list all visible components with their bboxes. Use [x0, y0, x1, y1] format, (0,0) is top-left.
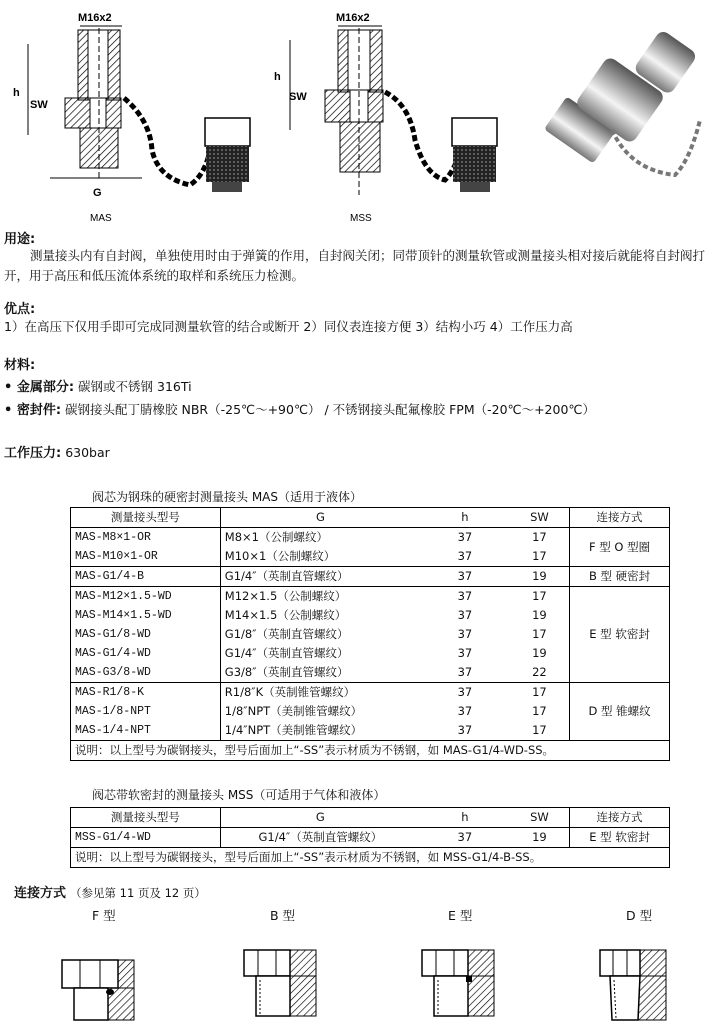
t1-header-sw: SW	[510, 508, 570, 528]
materials-seal	[4, 401, 718, 420]
type-b-label: B 型	[270, 908, 296, 923]
t1-model: MAS-G3/8-WD	[71, 663, 221, 683]
t1-model: MAS-G1/4-WD	[71, 644, 221, 663]
t1-connection: B 型 硬密封	[570, 567, 670, 587]
mas-caption: MAS	[90, 213, 112, 224]
table-row	[71, 587, 670, 607]
t1-g: 1/8″NPT（美制锥管螺纹）	[224, 704, 363, 718]
type-d-drawing	[600, 950, 666, 1020]
type-e-label: E 型	[448, 908, 473, 923]
mas-drawing	[13, 12, 250, 224]
t1-header-g: G	[220, 508, 420, 528]
t1-h: 37	[457, 549, 473, 563]
t1-sw: 17	[510, 625, 570, 644]
table1-title: 阀芯为钢珠的硬密封测量接头 MAS（适用于液体）	[92, 490, 362, 504]
t1-sw: 19	[510, 644, 570, 663]
type-e-drawing	[422, 950, 494, 1016]
t1-g: G3/8″（英制直管螺纹）	[224, 665, 349, 679]
mas-h-label: h	[13, 87, 20, 99]
t2-g: G1/4″（英制直管螺纹）	[258, 830, 383, 844]
usage-text: 测量接头内有自封阀，单独使用时由于弹簧的作用，自封阀关闭；同带顶针的测量软管或测量接头相对接后就能将自封阀打开，用于高压和低压流体系统的取样和系统压力检测。	[4, 248, 706, 283]
mss-spec-table	[70, 807, 670, 868]
t1-connection: D 型 锥螺纹	[570, 683, 670, 741]
metal-label: • 金属部分:	[4, 380, 75, 395]
connection-type-drawings	[0, 930, 720, 1029]
t1-header-model: 测量接头型号	[71, 508, 221, 528]
connection-types-heading: 连接方式	[14, 886, 67, 901]
table-row	[71, 528, 670, 548]
t1-h: 37	[457, 569, 473, 583]
t1-h: 37	[457, 646, 473, 660]
t1-h: 37	[457, 530, 473, 544]
t1-h: 37	[457, 627, 473, 641]
t2-header-g: G	[220, 808, 420, 828]
table-row	[71, 567, 670, 587]
table2-title: 阀芯带软密封的测量接头 MSS（可适用于气体和液体）	[92, 788, 386, 802]
mas-sw-label: SW	[30, 99, 48, 111]
type-f-label: F 型	[92, 908, 116, 923]
t1-sw: 19	[510, 567, 570, 587]
t1-sw: 17	[510, 587, 570, 607]
pressure	[4, 444, 110, 463]
t1-h: 37	[457, 589, 473, 603]
mas-thread-label: M16x2	[78, 12, 112, 24]
t2-sw: 19	[510, 828, 570, 848]
t1-h: 37	[457, 723, 473, 737]
connection-types-heading-row	[14, 884, 206, 903]
mss-sw-label: SW	[289, 91, 307, 103]
mas-spec-table	[70, 507, 670, 761]
t1-g: M12×1.5（公制螺纹）	[224, 589, 347, 603]
t1-h: 37	[457, 704, 473, 718]
mss-drawing	[274, 12, 497, 224]
advantages-heading: 优点:	[4, 302, 36, 317]
t1-sw: 19	[510, 606, 570, 625]
t1-model: MAS-M8×1-OR	[71, 528, 221, 548]
metal-text: 碳钢或不锈钢 316Ti	[78, 379, 192, 394]
pressure-value: 630bar	[65, 445, 110, 460]
mss-h-label: h	[274, 71, 281, 83]
type-f-drawing	[62, 960, 134, 1020]
t1-sw: 17	[510, 683, 570, 703]
t2-h: 37	[457, 830, 473, 844]
t1-h: 37	[457, 608, 473, 622]
seal-label: • 密封件:	[4, 403, 62, 418]
t1-sw: 22	[510, 663, 570, 683]
t1-model: MAS-G1/8-WD	[71, 625, 221, 644]
t2-header-connection: 连接方式	[570, 808, 670, 828]
t1-model: MAS-M12×1.5-WD	[71, 587, 221, 607]
mas-g-label: G	[93, 187, 102, 199]
mss-thread-label: M16x2	[336, 12, 370, 24]
type-d-label: D 型	[626, 908, 653, 923]
materials-heading: 材料:	[4, 358, 36, 373]
t1-g: G1/4″（英制直管螺纹）	[224, 569, 349, 583]
t1-g: G1/8″（英制直管螺纹）	[224, 627, 349, 641]
technical-drawings	[0, 0, 720, 230]
seal-text: 碳钢接头配丁腈橡胶 NBR（-25℃～+90℃） / 不锈钢接头配氟橡胶 FPM（-20℃～+200℃）	[65, 402, 595, 417]
t1-model: MAS-M14×1.5-WD	[71, 606, 221, 625]
t1-g: 1/4″NPT（美制锥管螺纹）	[224, 723, 363, 737]
table-row	[71, 683, 670, 703]
usage-heading: 用途:	[4, 232, 36, 247]
pressure-label: 工作压力:	[4, 446, 62, 461]
t2-connection: E 型 软密封	[570, 828, 670, 848]
t1-sw: 17	[510, 528, 570, 548]
t1-connection: E 型 软密封	[570, 587, 670, 683]
t1-note: 说明：以上型号为碳钢接头，型号后面加上“-SS”表示材质为不锈钢，如 MAS-G1/4-WD-SS。	[71, 741, 670, 761]
t1-header-h: h	[420, 508, 510, 528]
t1-g: M10×1（公制螺纹）	[224, 549, 336, 563]
t1-g: M8×1（公制螺纹）	[224, 530, 328, 544]
t1-model: MAS-R1/8-K	[71, 683, 221, 703]
materials-metal	[4, 378, 192, 397]
table-row	[71, 828, 670, 848]
t1-g: M14×1.5（公制螺纹）	[224, 608, 347, 622]
t1-model: MAS-1/8-NPT	[71, 702, 221, 721]
t2-model: MSS-G1/4-WD	[71, 828, 221, 848]
product-photo	[544, 29, 700, 175]
t2-header-h: h	[420, 808, 510, 828]
t1-sw: 17	[510, 547, 570, 567]
t1-connection: F 型 O 型圈	[570, 528, 670, 567]
advantages-text: 1）在高压下仅用手即可完成同测量软管的结合或断开 2）同仪表连接方便 3）结构小巧 4）工作压力高	[4, 319, 573, 334]
type-b-drawing	[244, 950, 316, 1016]
t2-header-sw: SW	[510, 808, 570, 828]
mss-caption: MSS	[350, 213, 372, 224]
t1-model: MAS-1/4-NPT	[71, 721, 221, 741]
t1-h: 37	[457, 685, 473, 699]
connection-types-ref: （参见第 11 页及 12 页）	[70, 886, 206, 900]
t1-h: 37	[457, 665, 473, 679]
t1-g: R1/8″K（英制锥管螺纹）	[224, 685, 356, 699]
t1-header-connection: 连接方式	[570, 508, 670, 528]
t2-note: 说明：以上型号为碳钢接头，型号后面加上“-SS”表示材质为不锈钢，如 MSS-G1/4-B-SS。	[71, 848, 670, 868]
t1-model: MAS-G1/4-B	[71, 567, 221, 587]
t1-model: MAS-M10×1-OR	[71, 547, 221, 567]
t1-g: G1/4″（英制直管螺纹）	[224, 646, 349, 660]
t1-sw: 17	[510, 721, 570, 741]
t1-sw: 17	[510, 702, 570, 721]
t2-header-model: 测量接头型号	[71, 808, 221, 828]
